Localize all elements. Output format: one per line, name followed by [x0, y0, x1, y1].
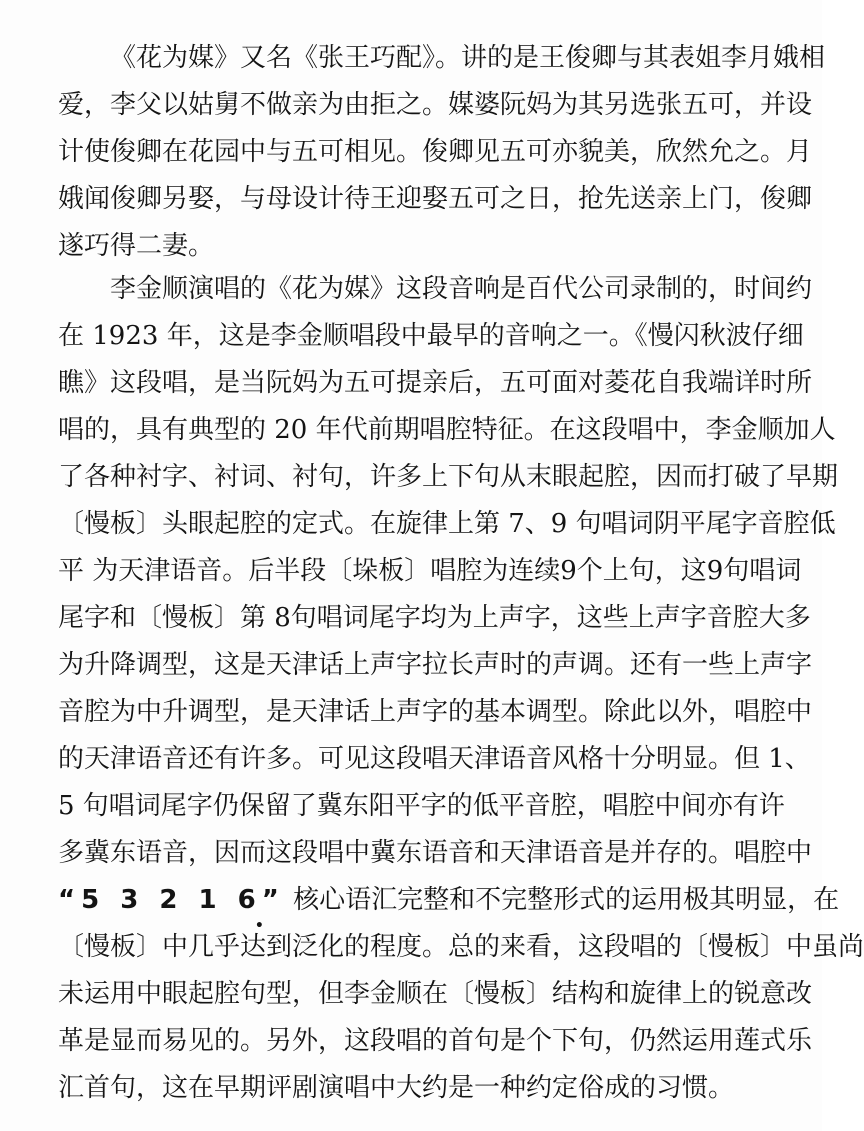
text-line-motif: “5 3 2 1 6” • 核心语汇完整和不完整形式的运用极其明显，在	[58, 885, 840, 934]
text-line: 多冀东语音，因而这段唱中冀东语音和天津语音是并存的。唱腔中	[58, 838, 813, 868]
text-line: 《花为媒》又名《张王巧配》。讲的是王俊卿与其表姐李月娥相	[110, 43, 826, 73]
text-line: 在 1923 年，这是李金顺唱段中最早的音响之一。《慢闪秋波仔细	[58, 321, 804, 351]
text-line: 娥闻俊卿另娶，与母设计待王迎娶五可之日，抢先送亲上门，俊卿	[58, 184, 813, 214]
text-line: 汇首句，这在早期评剧演唱中大约是一种约定俗成的习惯。	[58, 1073, 735, 1103]
text-line: 为升降调型，这是天津话上声字拉长声时的声调。还有一些上声字	[58, 650, 813, 680]
text-line: 尾字和〔慢板〕第 8句唱词尾字均为上声字，这些上声字音腔大多	[58, 603, 811, 633]
text-line: 平 为天津语音。后半段〔垛板〕唱腔为连续9个上句，这9句唱词	[58, 556, 802, 586]
text-line: 瞧》这段唱，是当阮妈为五可提亲后，五可面对菱花自我端详时所	[58, 368, 813, 398]
text-line: 了各种衬字、衬词、衬句，许多上下句从末眼起腔，因而打破了早期	[58, 462, 839, 492]
text-line: 李金顺演唱的《花为媒》这段音响是百代公司录制的，时间约	[110, 274, 813, 304]
text-line: 的天津语音还有许多。可见这段唱天津语音风格十分明显。但 1、	[58, 744, 811, 774]
text-line: 唱的，具有典型的 20 年代前期唱腔特征。在这段唱中，李金顺加人	[58, 415, 836, 445]
text-line: 〔慢板〕头眼起腔的定式。在旋律上第 7、9 句唱词阴平尾字音腔低	[58, 509, 836, 539]
text-line: 未运用中眼起腔句型，但李金顺在〔慢板〕结构和旋律上的锐意改	[58, 979, 813, 1009]
paragraph-synopsis	[58, 35, 826, 270]
text-line: 计使俊卿在花园中与五可相见。俊卿见五可亦貌美，欣然允之。月	[58, 137, 813, 167]
text-line: 革是显而易见的。另外，这段唱的首句是个下句，仍然运用莲式乐	[58, 1026, 813, 1056]
paragraph-analysis	[58, 266, 864, 1112]
text-line: 爱，李父以姑舅不做亲为由拒之。媒婆阮妈为其另选张五可，并设	[58, 90, 813, 120]
text-line: 遂巧得二妻。	[58, 231, 215, 261]
text-line: 音腔为中升调型，是天津话上声字的基本调型。除此以外，唱腔中	[58, 697, 813, 727]
text-line: 〔慢板〕中几乎达到泛化的程度。总的来看，这段唱的〔慢板〕中虽尚	[58, 932, 864, 962]
low-octave-dot-icon: •	[254, 918, 270, 934]
text-line: 5 句唱词尾字仍保留了冀东阳平字的低平音腔，唱腔中间亦有许	[58, 791, 785, 821]
notation-motif: “5 3 2 1 6” •	[58, 885, 285, 934]
